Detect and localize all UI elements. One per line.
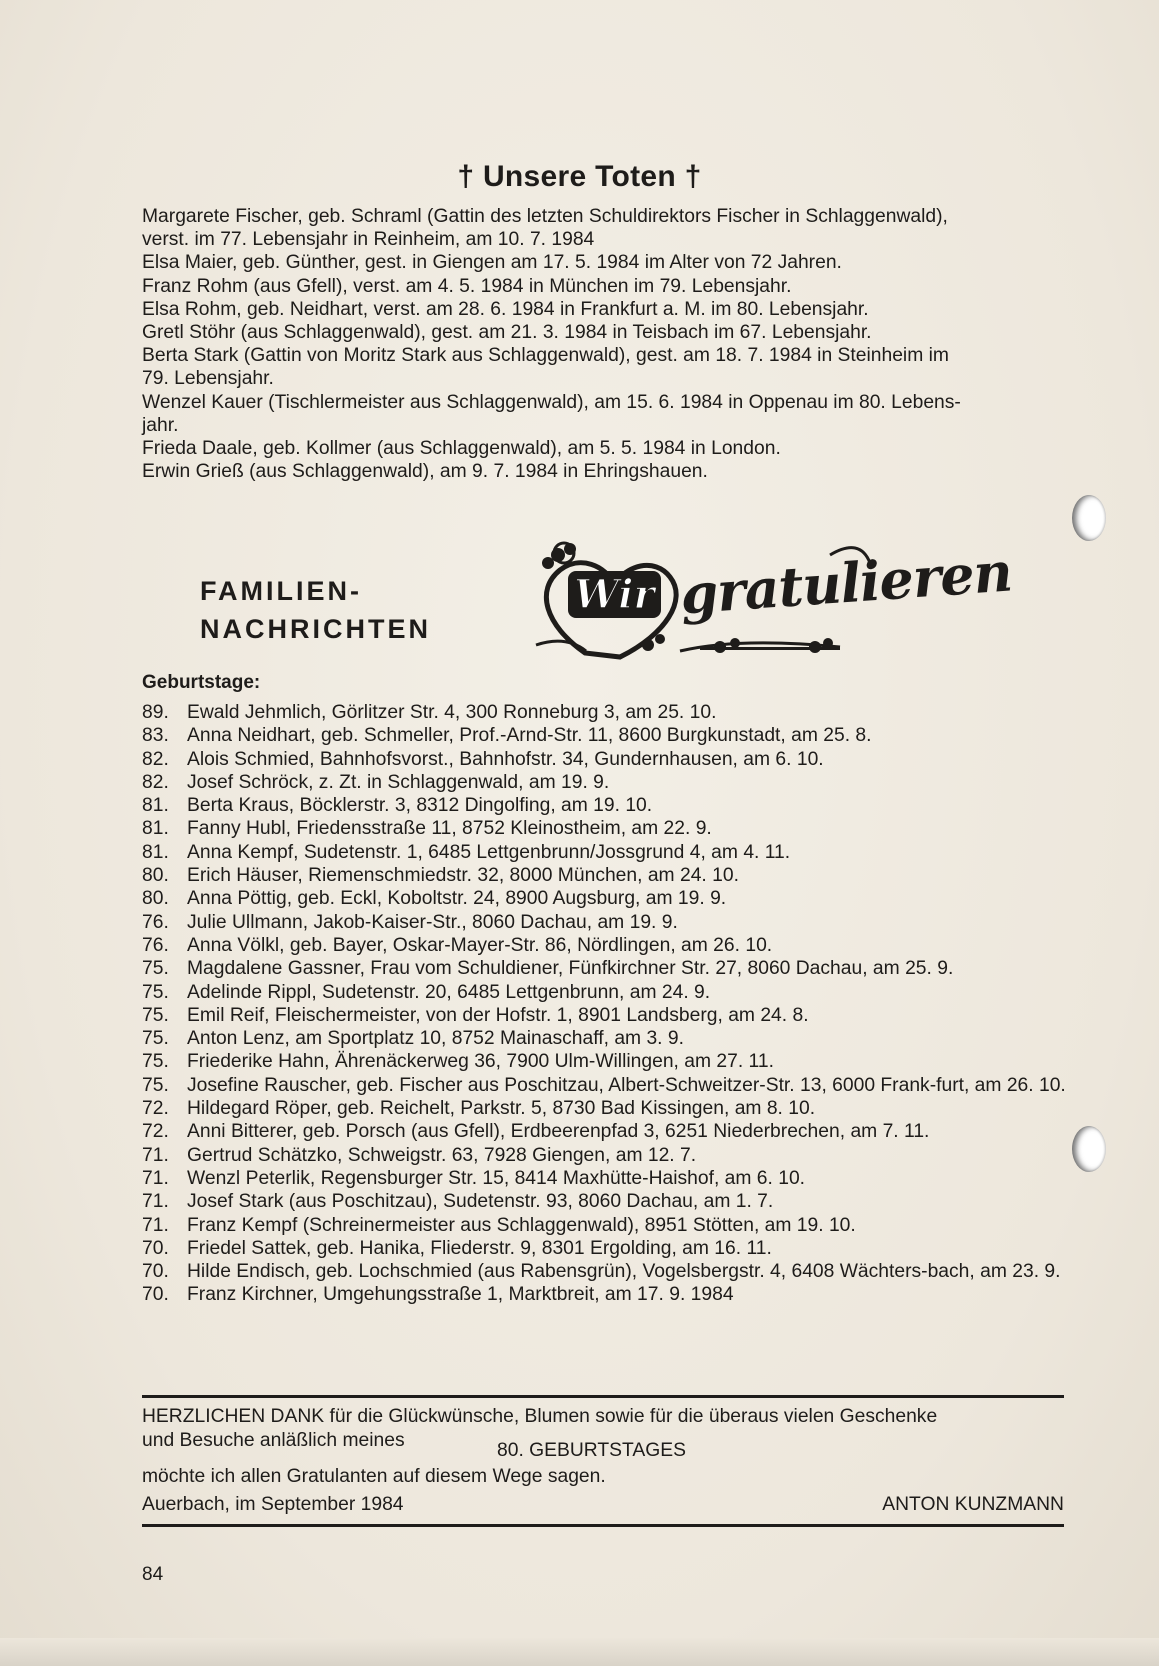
obituary-line: Margarete Fischer, geb. Schraml (Gattin des letzten Schuldirektors Fischer in Schlaggenwald), <box>142 206 948 227</box>
birthday-entry <box>142 724 1067 747</box>
birthday-age: 72. <box>142 1098 169 1120</box>
obituary-line: 79. Lebensjahr. <box>142 368 274 390</box>
punch-hole <box>1072 495 1106 541</box>
birthday-text: Ewald Jehmlich, Görlitzer Str. 4, 300 Ronneburg 3, am 25. 10. <box>187 702 717 723</box>
birthday-text: Friederike Hahn, Ährenäckerweg 36, 7900 Ulm-Willingen, am 27. 11. <box>187 1051 774 1073</box>
obituary-list <box>142 205 1067 483</box>
birthday-list <box>142 701 1067 1307</box>
birthday-entry <box>142 1214 1067 1237</box>
birthday-text: Anna Völkl, geb. Bayer, Oskar-Mayer-Str. 86, Nördlingen, am 26. 10. <box>187 934 773 956</box>
birthday-text: Alois Schmied, Bahnhofsvorst., Bahnhofstr. 34, Gundernhausen, am 6. 10. <box>187 748 824 770</box>
birthday-age: 71. <box>142 1214 169 1236</box>
birthday-age: 71. <box>142 1144 169 1166</box>
birthday-text: Magdalene Gassner, Frau vom Schuldiener, Fünfkirchner Str. 27, 8060 Dachau, am 25. 9. <box>187 958 954 980</box>
birthday-entry <box>142 748 1067 771</box>
obituary-line: Wenzel Kauer (Tischlermeister aus Schlaggenwald), am 15. 6. 1984 in Oppenau im 80. Lebens- <box>142 391 961 413</box>
birthday-text: Josef Stark (aus Poschitzau), Sudetenstr. 93, 8060 Dachau, am 1. 7. <box>187 1191 774 1213</box>
obituary-line: verst. im 77. Lebensjahr in Reinheim, am 10. 7. 1984 <box>142 229 595 251</box>
birthday-text: Berta Kraus, Böcklerstr. 3, 8312 Dingolfing, am 19. 10. <box>187 795 653 817</box>
obituary-line: Berta Stark (Gattin von Moritz Stark aus Schlaggenwald), gest. am 18. 7. 1984 in Steinheim im <box>142 345 949 367</box>
birthday-entry <box>142 981 1067 1004</box>
birthday-entry <box>142 1097 1067 1120</box>
birthday-entry <box>142 1190 1067 1213</box>
logo-word-wir: Wir <box>568 571 661 618</box>
birthday-age: 75. <box>142 958 169 980</box>
birthday-text: Anna Pöttig, geb. Eckl, Koboltstr. 24, 8900 Augsburg, am 19. 9. <box>187 888 727 910</box>
obituary-title: † Unsere Toten † <box>457 160 702 193</box>
birthday-entry <box>142 1050 1067 1073</box>
birthday-entry <box>142 1237 1067 1260</box>
family-heading-line2: NACHRICHTEN <box>200 614 431 644</box>
thanks-line3: möchte ich allen Gratulanten auf diesem Wege sagen. <box>142 1466 606 1487</box>
family-news-heading <box>200 572 431 648</box>
birthday-age: 71. <box>142 1191 169 1213</box>
family-heading-line1: FAMILIEN- <box>200 576 362 606</box>
logo-word-gratulieren: gratulieren <box>678 539 1014 627</box>
obituary-line: jahr. <box>142 414 179 436</box>
birthday-age: 70. <box>142 1261 169 1283</box>
birthday-text: Josef Schröck, z. Zt. in Schlaggenwald, am 19. 9. <box>187 771 610 793</box>
birthday-age: 80. <box>142 865 169 887</box>
birthday-text: Hilde Endisch, geb. Lochschmied (aus Rabensgrün), Vogelsbergstr. 4, 6408 Wächters-bach, am 23. 9. <box>187 1261 1061 1283</box>
birthday-entry <box>142 1004 1067 1027</box>
birthday-age: 76. <box>142 934 169 956</box>
birthday-entry <box>142 771 1067 794</box>
birthday-text: Emil Reif, Fleischermeister, von der Hofstr. 1, 8901 Landsberg, am 24. 8. <box>187 1004 809 1026</box>
birthday-entry <box>142 957 1067 980</box>
thanks-line2: und Besuche anläßlich meines <box>142 1430 405 1451</box>
birthday-entry <box>142 911 1067 934</box>
birthday-text: Anni Bitterer, geb. Porsch (aus Gfell), Erdbeerenpfad 3, 6251 Niederbrechen, am 7. 11. <box>187 1121 930 1143</box>
birthday-age: 82. <box>142 748 169 770</box>
wir-gratulieren-logo <box>530 535 1014 665</box>
birthday-entry <box>142 1167 1067 1190</box>
thanks-occasion: 80. GEBURTSTAGES <box>497 1440 686 1461</box>
birthdays-heading: Geburtstage: <box>142 672 261 693</box>
birthday-text: Wenzl Peterlik, Regensburger Str. 15, 8414 Maxhütte-Haishof, am 6. 10. <box>187 1167 806 1189</box>
birthday-text: Erich Häuser, Riemenschmiedstr. 32, 8000 München, am 24. 10. <box>187 865 739 887</box>
birthday-age: 81. <box>142 795 169 817</box>
birthday-age: 75. <box>142 1028 169 1050</box>
birthday-text: Gertrud Schätzko, Schweigstr. 63, 7928 Giengen, am 12. 7. <box>187 1144 697 1166</box>
birthday-text: Adelinde Rippl, Sudetenstr. 20, 6485 Lettgenbrunn, am 24. 9. <box>187 981 711 1003</box>
page-number: 84 <box>142 1564 164 1585</box>
birthday-text: Friedel Sattek, geb. Hanika, Fliederstr. 9, 8301 Ergolding, am 16. 11. <box>187 1237 772 1259</box>
birthday-entry <box>142 1027 1067 1050</box>
birthday-entry <box>142 864 1067 887</box>
birthday-entry <box>142 934 1067 957</box>
birthday-age: 75. <box>142 1074 169 1096</box>
birthday-text: Anna Neidhart, geb. Schmeller, Prof.-Arnd-Str. 11, 8600 Burgkunstadt, am 25. 8. <box>187 725 872 747</box>
birthday-text: Fanny Hubl, Friedensstraße 11, 8752 Kleinostheim, am 22. 9. <box>187 818 712 840</box>
birthday-age: 71. <box>142 1167 169 1189</box>
birthday-text: Josefine Rauscher, geb. Fischer aus Poschitzau, Albert-Schweitzer-Str. 13, 6000 Frank-furt, am 26. 10. <box>187 1074 1066 1096</box>
punch-hole <box>1072 1126 1106 1172</box>
birthday-entry <box>142 794 1067 817</box>
birthday-age: 75. <box>142 1051 169 1073</box>
birthday-age: 80. <box>142 888 169 910</box>
birthday-entry <box>142 887 1067 910</box>
birthday-age: 76. <box>142 911 169 933</box>
birthday-entry <box>142 1144 1067 1167</box>
obituary-line: Gretl Stöhr (aus Schlaggenwald), gest. am 21. 3. 1984 in Teisbach im 67. Lebensjahr. <box>142 322 872 344</box>
birthday-text: Franz Kempf (Schreinermeister aus Schlaggenwald), 8951 Stötten, am 19. 10. <box>187 1214 856 1236</box>
birthday-age: 70. <box>142 1284 169 1306</box>
birthday-text: Anton Lenz, am Sportplatz 10, 8752 Mainaschaff, am 3. 9. <box>187 1028 684 1050</box>
obituary-line: Elsa Maier, geb. Günther, gest. in Giengen am 17. 5. 1984 im Alter von 72 Jahren. <box>142 252 842 274</box>
obituary-line: Franz Rohm (aus Gfell), verst. am 4. 5. 1984 in München im 79. Lebensjahr. <box>142 275 792 297</box>
birthday-age: 72. <box>142 1121 169 1143</box>
thanks-line1: HERZLICHEN DANK für die Glückwünsche, Blumen sowie für die überaus vielen Geschenke <box>142 1406 938 1427</box>
birthday-text: Franz Kirchner, Umgehungsstraße 1, Marktbreit, am 17. 9. 1984 <box>187 1284 734 1306</box>
obituary-line: Elsa Rohm, geb. Neidhart, verst. am 28. 6. 1984 in Frankfurt a. M. im 80. Lebensjahr. <box>142 298 869 320</box>
thanks-signature: ANTON KUNZMANN <box>882 1494 1064 1515</box>
birthday-text: Anna Kempf, Sudetenstr. 1, 6485 Lettgenbrunn/Jossgrund 4, am 4. 11. <box>187 841 791 863</box>
divider-bottom <box>142 1524 1064 1527</box>
birthday-age: 70. <box>142 1237 169 1259</box>
obituary-line: Frieda Daale, geb. Kollmer (aus Schlaggenwald), am 5. 5. 1984 in London. <box>142 438 781 460</box>
birthday-age: 81. <box>142 841 169 863</box>
birthday-entry <box>142 841 1067 864</box>
birthday-entry <box>142 1260 1067 1283</box>
birthday-text: Julie Ullmann, Jakob-Kaiser-Str., 8060 Dachau, am 19. 9. <box>187 911 678 933</box>
birthday-age: 82. <box>142 771 169 793</box>
thanks-notice <box>142 1405 1064 1517</box>
birthday-entry <box>142 1120 1067 1143</box>
birthday-age: 75. <box>142 981 169 1003</box>
birthday-age: 81. <box>142 818 169 840</box>
birthday-age: 75. <box>142 1004 169 1026</box>
birthday-text: Hildegard Röper, geb. Reichelt, Parkstr. 5, 8730 Bad Kissingen, am 8. 10. <box>187 1098 816 1120</box>
birthday-age: 83. <box>142 725 169 747</box>
birthday-entry <box>142 1074 1067 1097</box>
birthday-age: 89. <box>142 702 169 723</box>
divider-top <box>142 1395 1064 1398</box>
thanks-place-date: Auerbach, im September 1984 <box>142 1494 404 1515</box>
birthday-entry <box>142 1283 1067 1306</box>
page-bottom-edge <box>0 1638 1159 1666</box>
obituary-line: Erwin Grieß (aus Schlaggenwald), am 9. 7. 1984 in Ehringshauen. <box>142 461 708 483</box>
birthday-entry <box>142 701 1067 724</box>
birthday-entry <box>142 817 1067 840</box>
